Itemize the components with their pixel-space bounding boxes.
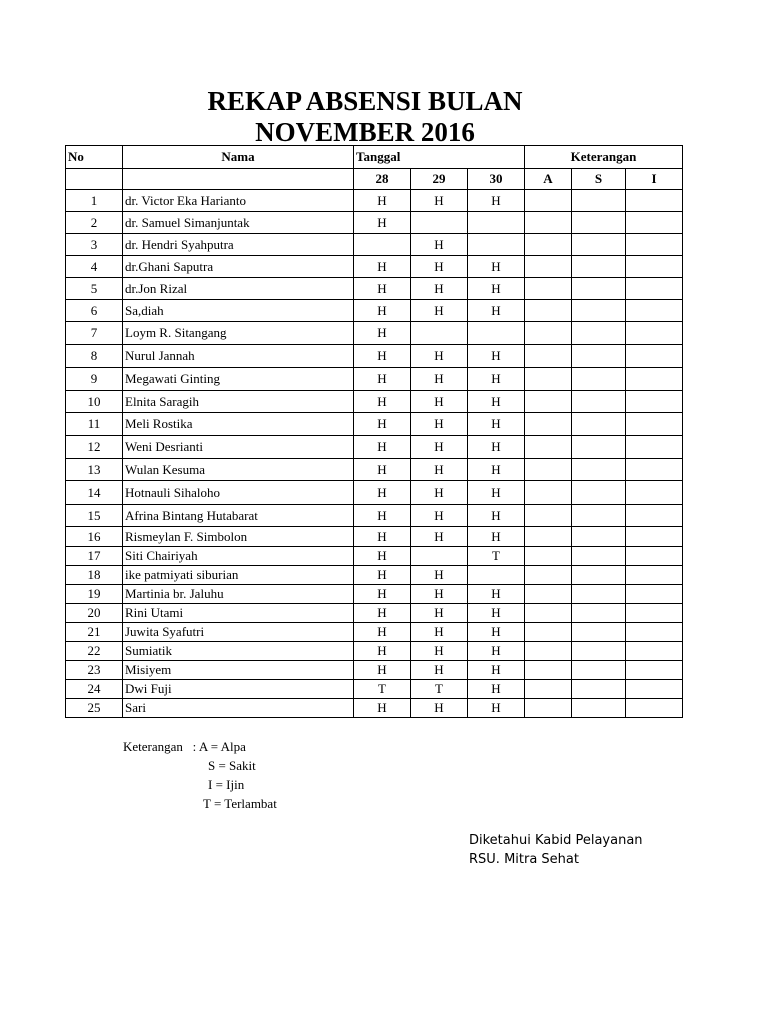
table-row (66, 212, 683, 234)
row-day-29 (411, 322, 468, 345)
table-row (66, 368, 683, 391)
subheader-empty-nama (123, 169, 354, 190)
row-ijin (626, 585, 683, 604)
table-row (66, 547, 683, 566)
row-sakit (572, 699, 626, 718)
row-day-29: H (411, 413, 468, 436)
row-day-30: H (468, 661, 525, 680)
row-alpa (525, 547, 572, 566)
row-day-28: H (354, 699, 411, 718)
row-alpa (525, 322, 572, 345)
row-day-29 (411, 212, 468, 234)
row-day-30: H (468, 459, 525, 481)
row-nama: Rismeylan F. Simbolon (123, 527, 354, 547)
row-day-28: H (354, 391, 411, 413)
row-sakit (572, 623, 626, 642)
row-no: 14 (66, 481, 123, 505)
row-nama: Weni Desrianti (123, 436, 354, 459)
row-nama: dr. Hendri Syahputra (123, 234, 354, 256)
attendance-table (65, 145, 683, 718)
row-day-30: H (468, 436, 525, 459)
row-ijin (626, 368, 683, 391)
table-row (66, 459, 683, 481)
header-code-s: S (572, 169, 626, 190)
table-row (66, 661, 683, 680)
row-sakit (572, 368, 626, 391)
row-no: 2 (66, 212, 123, 234)
header-row (66, 146, 683, 169)
row-nama: Siti Chairiyah (123, 547, 354, 566)
row-no: 17 (66, 547, 123, 566)
row-day-29: H (411, 436, 468, 459)
row-ijin (626, 459, 683, 481)
row-sakit (572, 322, 626, 345)
row-no: 15 (66, 505, 123, 527)
row-day-28 (354, 234, 411, 256)
row-sakit (572, 190, 626, 212)
row-day-28: H (354, 190, 411, 212)
row-nama: Megawati Ginting (123, 368, 354, 391)
row-sakit (572, 481, 626, 505)
row-sakit (572, 345, 626, 368)
table-row (66, 391, 683, 413)
row-day-30 (468, 234, 525, 256)
legend-alpa: : A = Alpa (192, 739, 246, 754)
row-ijin (626, 212, 683, 234)
table-row (66, 699, 683, 718)
row-ijin (626, 413, 683, 436)
table-row (66, 322, 683, 345)
row-day-29: H (411, 459, 468, 481)
row-nama: Rini Utami (123, 604, 354, 623)
row-nama: dr.Ghani Saputra (123, 256, 354, 278)
row-sakit (572, 256, 626, 278)
row-nama: dr.Jon Rizal (123, 278, 354, 300)
table-row (66, 345, 683, 368)
row-day-28: H (354, 566, 411, 585)
row-sakit (572, 566, 626, 585)
row-ijin (626, 505, 683, 527)
row-sakit (572, 413, 626, 436)
table-row (66, 256, 683, 278)
row-day-30: H (468, 623, 525, 642)
row-day-30: H (468, 413, 525, 436)
row-sakit (572, 642, 626, 661)
row-day-30: H (468, 345, 525, 368)
table-row (66, 680, 683, 699)
row-day-28: H (354, 481, 411, 505)
row-alpa (525, 505, 572, 527)
row-no: 6 (66, 300, 123, 322)
row-alpa (525, 642, 572, 661)
table-row (66, 234, 683, 256)
row-no: 25 (66, 699, 123, 718)
row-alpa (525, 368, 572, 391)
row-nama: Juwita Syafutri (123, 623, 354, 642)
row-ijin (626, 322, 683, 345)
row-day-28: H (354, 212, 411, 234)
row-ijin (626, 481, 683, 505)
row-day-28: H (354, 368, 411, 391)
row-nama: Wulan Kesuma (123, 459, 354, 481)
row-day-29: H (411, 300, 468, 322)
row-day-30: H (468, 505, 525, 527)
row-ijin (626, 642, 683, 661)
table-row (66, 505, 683, 527)
row-ijin (626, 527, 683, 547)
row-sakit (572, 300, 626, 322)
row-alpa (525, 527, 572, 547)
row-sakit (572, 505, 626, 527)
header-date-28: 28 (354, 169, 411, 190)
header-no: No (66, 146, 123, 169)
row-nama: Misiyem (123, 661, 354, 680)
header-keterangan: Keterangan (525, 146, 683, 169)
signature-block (469, 831, 643, 869)
row-day-28: H (354, 642, 411, 661)
row-sakit (572, 604, 626, 623)
table-row (66, 278, 683, 300)
row-day-28: H (354, 413, 411, 436)
row-no: 8 (66, 345, 123, 368)
row-ijin (626, 661, 683, 680)
row-ijin (626, 604, 683, 623)
row-day-30: H (468, 642, 525, 661)
row-sakit (572, 661, 626, 680)
row-no: 23 (66, 661, 123, 680)
subheader-row (66, 169, 683, 190)
row-ijin (626, 190, 683, 212)
row-nama: Loym R. Sitangang (123, 322, 354, 345)
row-ijin (626, 234, 683, 256)
header-date-29: 29 (411, 169, 468, 190)
row-day-29: H (411, 527, 468, 547)
row-sakit (572, 459, 626, 481)
row-day-29: T (411, 680, 468, 699)
signature-institution: RSU. Mitra Sehat (469, 852, 579, 867)
row-ijin (626, 345, 683, 368)
row-day-30: H (468, 481, 525, 505)
row-no: 20 (66, 604, 123, 623)
row-sakit (572, 234, 626, 256)
row-alpa (525, 661, 572, 680)
row-alpa (525, 436, 572, 459)
row-ijin (626, 391, 683, 413)
row-alpa (525, 190, 572, 212)
row-day-30: H (468, 699, 525, 718)
row-nama: Sari (123, 699, 354, 718)
row-day-29: H (411, 585, 468, 604)
row-day-30: H (468, 391, 525, 413)
row-nama: dr. Samuel Simanjuntak (123, 212, 354, 234)
row-no: 11 (66, 413, 123, 436)
row-no: 21 (66, 623, 123, 642)
legend-ijin: I = Ijin (208, 777, 245, 792)
row-day-29: H (411, 661, 468, 680)
row-ijin (626, 256, 683, 278)
table-row (66, 585, 683, 604)
row-ijin (626, 680, 683, 699)
row-nama: Sumiatik (123, 642, 354, 661)
row-nama: Elnita Saragih (123, 391, 354, 413)
row-no: 3 (66, 234, 123, 256)
row-sakit (572, 527, 626, 547)
row-ijin (626, 623, 683, 642)
table-row (66, 642, 683, 661)
header-code-a: A (525, 169, 572, 190)
row-no: 16 (66, 527, 123, 547)
row-alpa (525, 604, 572, 623)
row-ijin (626, 436, 683, 459)
row-day-29: H (411, 391, 468, 413)
row-sakit (572, 585, 626, 604)
row-no: 24 (66, 680, 123, 699)
row-day-28: H (354, 256, 411, 278)
row-nama: Afrina Bintang Hutabarat (123, 505, 354, 527)
row-ijin (626, 547, 683, 566)
row-day-29: H (411, 278, 468, 300)
row-sakit (572, 212, 626, 234)
header-nama: Nama (123, 146, 354, 169)
table-row (66, 300, 683, 322)
row-day-30: H (468, 585, 525, 604)
row-day-30 (468, 212, 525, 234)
table-row (66, 436, 683, 459)
row-no: 7 (66, 322, 123, 345)
row-day-28: H (354, 527, 411, 547)
row-no: 12 (66, 436, 123, 459)
subheader-empty-no (66, 169, 123, 190)
legend (123, 737, 277, 813)
row-no: 18 (66, 566, 123, 585)
row-day-29 (411, 547, 468, 566)
row-nama: Martinia br. Jaluhu (123, 585, 354, 604)
row-alpa (525, 391, 572, 413)
row-day-28: H (354, 278, 411, 300)
row-day-28: H (354, 436, 411, 459)
row-alpa (525, 623, 572, 642)
row-sakit (572, 278, 626, 300)
row-alpa (525, 459, 572, 481)
row-day-29: H (411, 190, 468, 212)
row-day-29: H (411, 623, 468, 642)
row-sakit (572, 391, 626, 413)
row-nama: Dwi Fuji (123, 680, 354, 699)
table-row (66, 527, 683, 547)
row-day-30: H (468, 604, 525, 623)
row-day-29: H (411, 234, 468, 256)
row-alpa (525, 300, 572, 322)
signature-title: Diketahui Kabid Pelayanan (469, 833, 643, 848)
row-ijin (626, 300, 683, 322)
row-day-30: H (468, 190, 525, 212)
row-ijin (626, 699, 683, 718)
row-sakit (572, 436, 626, 459)
row-nama: Sa,diah (123, 300, 354, 322)
row-day-29: H (411, 505, 468, 527)
row-day-28: H (354, 345, 411, 368)
row-day-29: H (411, 345, 468, 368)
row-nama: Nurul Jannah (123, 345, 354, 368)
table-row (66, 190, 683, 212)
row-ijin (626, 278, 683, 300)
table-row (66, 604, 683, 623)
row-alpa (525, 585, 572, 604)
row-alpa (525, 680, 572, 699)
row-alpa (525, 566, 572, 585)
row-nama: dr. Victor Eka Harianto (123, 190, 354, 212)
row-no: 1 (66, 190, 123, 212)
row-ijin (626, 566, 683, 585)
row-day-30: H (468, 300, 525, 322)
row-no: 4 (66, 256, 123, 278)
row-day-30 (468, 322, 525, 345)
row-no: 5 (66, 278, 123, 300)
row-no: 9 (66, 368, 123, 391)
row-day-30: H (468, 680, 525, 699)
row-alpa (525, 234, 572, 256)
row-day-28: H (354, 505, 411, 527)
header-tanggal: Tanggal (354, 146, 525, 169)
row-nama: ike patmiyati siburian (123, 566, 354, 585)
row-day-28: H (354, 661, 411, 680)
row-day-28: H (354, 322, 411, 345)
row-day-28: H (354, 547, 411, 566)
row-day-28: H (354, 585, 411, 604)
row-alpa (525, 413, 572, 436)
table-row (66, 481, 683, 505)
legend-sakit: S = Sakit (208, 758, 256, 773)
row-day-29: H (411, 256, 468, 278)
row-day-28: H (354, 623, 411, 642)
row-alpa (525, 278, 572, 300)
row-day-29: H (411, 699, 468, 718)
row-day-29: H (411, 604, 468, 623)
table-row (66, 566, 683, 585)
header-date-30: 30 (468, 169, 525, 190)
row-alpa (525, 345, 572, 368)
row-day-30: H (468, 278, 525, 300)
row-no: 22 (66, 642, 123, 661)
row-day-30: H (468, 527, 525, 547)
row-day-28: H (354, 459, 411, 481)
row-no: 19 (66, 585, 123, 604)
row-day-29: H (411, 642, 468, 661)
row-no: 10 (66, 391, 123, 413)
row-no: 13 (66, 459, 123, 481)
row-alpa (525, 699, 572, 718)
header-code-i: I (626, 169, 683, 190)
row-sakit (572, 547, 626, 566)
row-day-29: H (411, 566, 468, 585)
row-day-28: T (354, 680, 411, 699)
row-nama: Hotnauli Sihaloho (123, 481, 354, 505)
legend-terlambat: T = Terlambat (203, 796, 277, 811)
row-nama: Meli Rostika (123, 413, 354, 436)
row-day-30: H (468, 256, 525, 278)
page-title: REKAP ABSENSI BULAN (207, 86, 523, 116)
row-day-30: H (468, 368, 525, 391)
page-subtitle: NOVEMBER 2016 (255, 117, 475, 147)
row-alpa (525, 481, 572, 505)
row-day-28: H (354, 604, 411, 623)
row-sakit (572, 680, 626, 699)
row-day-30 (468, 566, 525, 585)
row-day-29: H (411, 481, 468, 505)
row-alpa (525, 256, 572, 278)
table-row (66, 413, 683, 436)
table-row (66, 623, 683, 642)
row-day-29: H (411, 368, 468, 391)
legend-label: Keterangan (123, 739, 183, 754)
row-alpa (525, 212, 572, 234)
row-day-30: T (468, 547, 525, 566)
row-day-28: H (354, 300, 411, 322)
